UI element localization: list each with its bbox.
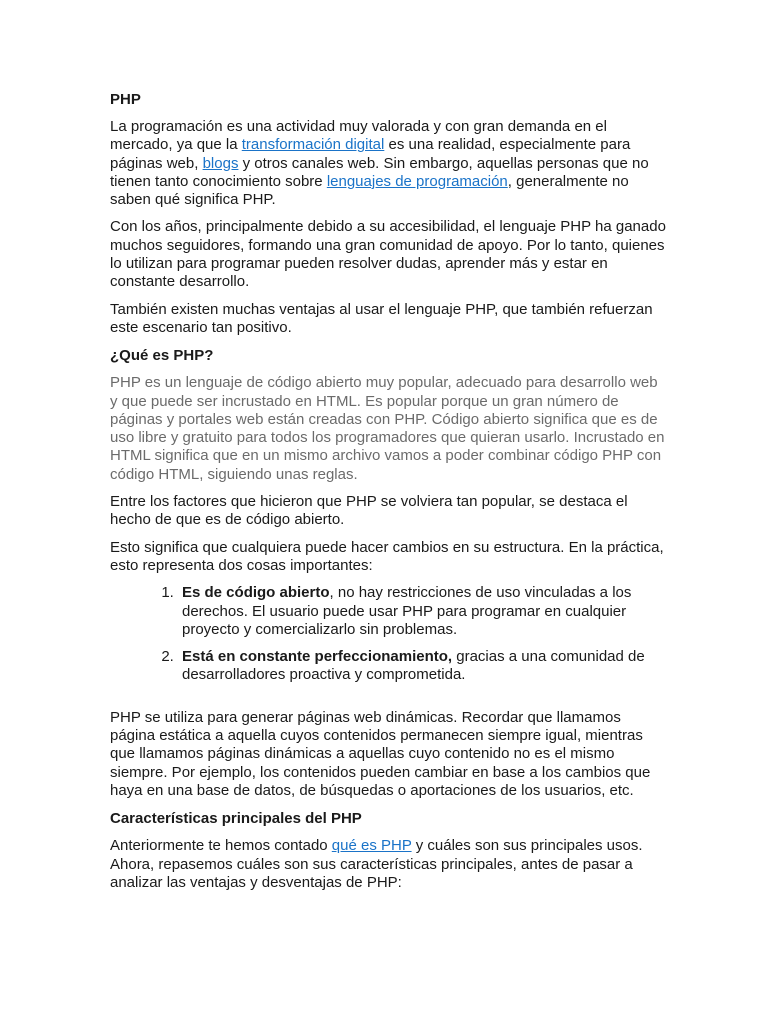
section-heading-que-es-php: ¿Qué es PHP? (110, 347, 214, 365)
paragraph-ventajas: También existen muchas ventajas al usar el lenguaje PHP, que también refuerzan este escenario tan positivo. (110, 300, 653, 336)
intro-text-1: La programación es una actividad muy valorada y con gran demanda en el mercado, ya que la (110, 118, 607, 154)
paragraph-significado: Esto significa que cualquiera puede hacer cambios en su estructura. En la práctica, esto representa dos cosas importantes: (110, 538, 664, 574)
intro-text-3: y otros canales web. Sin embargo, aquellas personas que no tienen tanto conocimiento sobre (110, 154, 649, 190)
features-list (110, 584, 668, 684)
paragraph-paginas-dinamicas: PHP se utiliza para generar páginas web dinámicas. Recordar que llamamos página estática a aquella cuyos contenidos permanecen siempre igual, mientras que llamamos páginas dinámicas a aquellas cuyo contenido no es el mismo siempre. Por ejemplo, los contenidos pueden cambiar en base a los cambios que haya en una base de datos, de búsquedas o aportaciones de los usuarios, etc. (110, 708, 651, 799)
list-item-bold: Está en constante perfeccionamiento, (182, 648, 453, 666)
intro-paragraph (110, 118, 668, 209)
page-title: PHP (110, 91, 141, 108)
section-heading-caracteristicas: Características principales del PHP (110, 810, 362, 828)
intro-text-4: , generalmente no saben qué significa PHP. (110, 172, 629, 209)
list-item (178, 648, 668, 685)
list-item-text: gracias a una comunidad de desarrolladores proactiva y comprometida. (182, 648, 645, 684)
link-lenguajes-programacion[interactable]: lenguajes de programación (326, 172, 508, 190)
list-item (178, 584, 668, 639)
paragraph-caracteristicas-intro (110, 837, 668, 892)
paragraph-factores: Entre los factores que hicieron que PHP se volviera tan popular, se destaca el hecho de que es de código abierto. (110, 493, 628, 529)
link-que-es-php[interactable]: qué es PHP (331, 837, 412, 855)
paragraph-accesibilidad: Con los años, principalmente debido a su accesibilidad, el lenguaje PHP ha ganado muchos seguidores, formando una gran comunidad de apoyo. Por lo tanto, quienes lo utilizan para programar pueden resolver dudas, aprender más y estar en constante desarrollo. (110, 218, 666, 291)
list-item-text: , no hay restricciones de uso vinculadas a los derechos. El usuario puede usar PHP para programar en cualquier proyecto y comercializarlo sin problemas. (182, 584, 632, 638)
link-transformacion-digital[interactable]: transformación digital (241, 136, 385, 154)
link-blogs[interactable]: blogs (202, 154, 239, 172)
paragraph-definicion: PHP es un lenguaje de código abierto muy popular, adecuado para desarrollo web y que puede ser incrustado en HTML. Es popular porque un gran número de páginas y portales web están creadas con PHP. Código abierto significa que es de uso libre y gratuito para todos los programadores que quieran usarlo. Incrustado en HTML significa que en un mismo archivo vamos a poder combinar código PHP con código HTML, siguiendo unas reglas. (110, 374, 665, 483)
list-item-bold: Es de código abierto (182, 584, 330, 602)
caracteristicas-text-1: Anteriormente te hemos contado (110, 837, 332, 855)
caracteristicas-text-2: y cuáles son sus principales usos. Ahora, repasemos cuáles son sus características principales, antes de pasar a analizar las ventajas y desventajas de PHP: (110, 837, 643, 891)
intro-text-2: es una realidad, especialmente para páginas web, (110, 136, 631, 172)
